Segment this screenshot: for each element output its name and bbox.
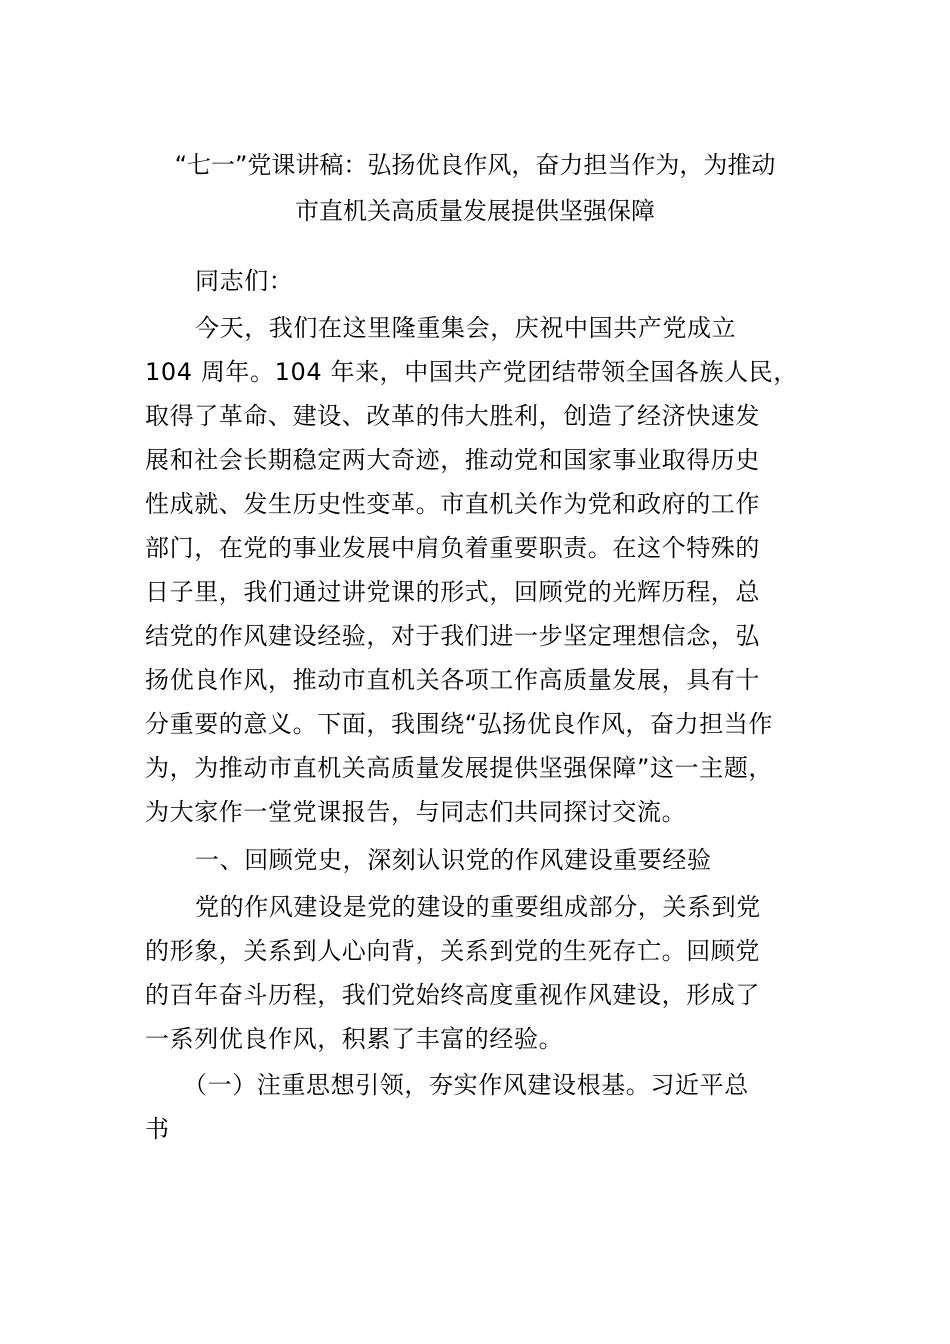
document-title-line-1: “七一”党课讲稿：弘扬优良作风，奋力担当作为，为推动 [174, 151, 776, 179]
body-line: 扬优良作风，推动市直机关各项工作高质量发展，具有十 [145, 666, 760, 694]
subsection-line: （一）注重思想引领，夯实作风建设根基。习近平总 [183, 1071, 749, 1099]
salutation: 同志们： [195, 267, 294, 295]
body-line: 展和社会长期稳定两大奇迹，推动党和国家事业取得历史 [145, 446, 760, 474]
body-line: 日子里，我们通过讲党课的形式，回顾党的光辉历程，总 [145, 578, 760, 606]
body-line: 104 周年。104 年来，中国共产党团结带领全国各族人民， [145, 358, 798, 386]
body-line: 今天，我们在这里隆重集会，庆祝中国共产党成立 [195, 314, 737, 342]
body-line: 分重要的意义。下面，我围绕“弘扬优良作风，奋力担当作 [145, 710, 774, 738]
body-line: 性成就、发生历史性变革。市直机关作为党和政府的工作 [145, 490, 760, 518]
section-heading: 一、回顾党史，深刻认识党的作风建设重要经验 [195, 846, 712, 874]
body-line: 部门，在党的事业发展中肩负着重要职责。在这个特殊的 [145, 534, 760, 562]
body-line: 一系列优良作风，积累了丰富的经验。 [145, 1025, 564, 1053]
body-line: 为，为推动市直机关高质量发展提供坚强保障”这一主题， [145, 754, 774, 782]
body-line: 结党的作风建设经验，对于我们进一步坚定理想信念，弘 [145, 622, 760, 650]
body-line: 的百年奋斗历程，我们党始终高度重视作风建设，形成了 [145, 981, 760, 1009]
body-line: 取得了革命、建设、改革的伟大胜利，创造了经济快速发 [145, 402, 760, 430]
body-line: 党的作风建设是党的建设的重要组成部分，关系到党 [195, 893, 761, 921]
body-line: 为大家作一堂党课报告，与同志们共同探讨交流。 [145, 798, 687, 826]
body-line: 书 [145, 1115, 170, 1143]
body-line: 的形象，关系到人心向背，关系到党的生死存亡。回顾党 [145, 937, 760, 965]
document-title-line-2: 市直机关高质量发展提供坚强保障 [295, 197, 655, 225]
